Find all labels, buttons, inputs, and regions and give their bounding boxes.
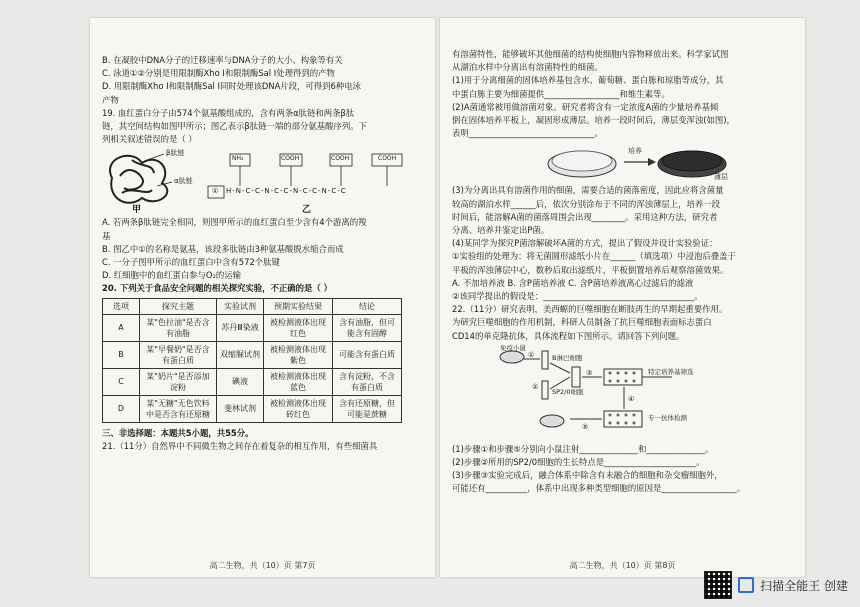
scanner-app-icon [738, 577, 754, 593]
step-five-marker: ⑤ [582, 422, 589, 431]
q21-part-1-continued: 中蛋白胨主要为细菌提供__________________和维生素等。 [452, 88, 670, 99]
question-22-line-2: 为研究巨噬细胞的作用机制，科研人员制备了抗巨噬细胞表面标志蛋白 [452, 317, 712, 328]
antibody-detection-label: 专一抗体检测 [648, 413, 687, 422]
q22-part-3-continued: 可能还有__________，体系中出现多种类型细胞的原因是__________________。 [452, 483, 746, 494]
cooh-box-2: COOH [331, 155, 350, 163]
b-cell-label: B淋巴细胞 [552, 353, 583, 362]
option-d-line: D. 用限制酶Xho Ⅰ和限制酶Sal Ⅰ同时处理该DNA片段，可得到6种电泳 [102, 81, 362, 92]
question-19-line-2: 链，其空间结构如图甲所示；图乙表示β肽链一端的部分氨基酸序列。下 [102, 121, 367, 132]
option-b-line: B. 在凝胶中DNA分子的迁移速率与DNA分子的大小、构象等有关 [102, 55, 343, 65]
q21-text-line: 有溶菌特性，能够破坏其他细菌的结构使细胞内容物释放出来。科学家试图 [452, 49, 729, 59]
option-c-line: C. 泳道①②分别是用限制酶Xho Ⅰ和限制酶Sal Ⅰ处理得到的产物 [102, 68, 335, 79]
table-cell: 含有油脂，但可能含有固醇 [333, 314, 402, 341]
cooh-box-3: COOH [378, 155, 397, 163]
header-option: 选项 [103, 298, 140, 314]
table-cell: 双缩脲试剂 [217, 341, 264, 368]
header-reagent: 实验试剂 [217, 298, 264, 314]
figure-yi-label: 乙 [302, 205, 312, 216]
step-one-marker: ① [528, 350, 535, 359]
q21-part-2: (2)A菌通常被用做溶菌对象。研究者将含有一定浓度A菌的少量培养基倾 [452, 101, 719, 112]
alpha-chain-label: α肽链 [174, 177, 193, 186]
hemoglobin-figure [102, 148, 425, 214]
q22-part-2: (2)步骤②所用的SP2/0细胞的生长特点是______________________。 [452, 457, 705, 468]
figure-jia-label: 甲 [132, 205, 142, 216]
q19-option-b: B. 图乙中①的名称是氨基，该段多肽链由3种氨基酸脱水缩合而成 [102, 243, 344, 254]
peptide-formula: H-N-C-C-N-C-C-N-C-C-N-C-C [226, 187, 347, 196]
nh2-box-label: NH₂ [232, 155, 244, 163]
table-cell: 含有还原糖，但可能是蔗糖 [333, 395, 402, 422]
step-four-marker: ④ [628, 394, 635, 403]
table-cell: 某"色拉油"是否含有油脂 [140, 314, 217, 341]
culture-arrow-label: 培养 [628, 147, 642, 156]
header-topic: 探究主题 [140, 298, 217, 314]
table-cell: 某"无糖"无色饮料中是否含有还原糖 [140, 395, 217, 422]
header-conclusion: 结论 [333, 298, 402, 314]
step-two-marker: ② [532, 382, 539, 391]
food-safety-table [102, 298, 402, 423]
table-cell: 某"奶片"是否添加淀粉 [140, 368, 217, 395]
table-cell: 被检测液体出现蓝色 [264, 368, 333, 395]
q19-option-a-continued: 基 [102, 230, 111, 241]
table-cell: A [103, 314, 140, 341]
q21-part-4-step-1-continued: 平板的浑浊薄层中心，数秒后取出滤纸片，平板倒置培养后观察溶菌效果。 [452, 264, 729, 275]
table-cell: 苏丹Ⅲ染液 [217, 314, 264, 341]
q21-part-1: (1)用于分离细菌的固体培养基包含水、葡萄糖、蛋白胨和琼脂等成分，其 [452, 75, 724, 86]
q22-part-3: (3)步骤③实验完成后，融合体系中除含有未融合的细胞和杂交瘤细胞外， [452, 470, 723, 481]
option-d-continued: 产物 [102, 94, 119, 105]
header-expected-result: 预期实验结果 [264, 298, 333, 314]
watermark-text: 扫描全能王 创建 [760, 578, 848, 593]
table-header-row [103, 298, 402, 314]
right-page [440, 18, 805, 577]
table-cell: 被检测液体出现砖红色 [264, 395, 333, 422]
right-page-footer: 高二生物，共（10）页 第8页 [569, 561, 676, 570]
table-row [103, 368, 402, 395]
table-cell: D [103, 395, 140, 422]
left-column [102, 54, 425, 453]
q21-part-3-line-2: 较高的湖泊水样______后，依次分别涂布于不同的浑浊薄层上，培养一段 [452, 198, 720, 209]
q22-part-1: (1)步骤①和步骤⑤分别向小鼠注射______________和______________。 [452, 443, 714, 454]
immunized-mouse-label: 免疫小鼠 [500, 343, 526, 352]
beta-chain-label: β肽链 [166, 149, 185, 158]
scanner-watermark [704, 571, 848, 599]
q21-part-4-step-1: ①实验组的处理为：将无菌圆形滤纸小片在______（填选项）中浸泡后叠盖于 [452, 251, 736, 262]
table-cell: C [103, 368, 140, 395]
q21-part-3-line-3: 时间后，能溶解A菌的菌落周围会出现________。采用这种方法，研究者 [452, 211, 718, 222]
section-three-heading: 三、非选择题：本题共5小题，共55分。 [102, 427, 254, 438]
q19-option-d: D. 红细胞中的血红蛋白参与O₂的运输 [102, 270, 241, 281]
question-19-line-3: 列相关叙述错误的是（ ） [102, 134, 197, 145]
sp20-cell-label: SP2/0细胞 [552, 387, 584, 396]
table-row [103, 341, 402, 368]
q21-part-4-choices: A. 不加培养液 B. 含P菌培养液 C. 含P菌培养液离心过滤后的滤液 [452, 277, 694, 288]
left-page [90, 18, 435, 577]
antibody-flowchart [452, 343, 795, 443]
table-cell: 被检测液体出现红色 [264, 314, 333, 341]
q21-part-4-hypothesis: ②该同学提出的假设是：____________________________________。 [452, 291, 703, 302]
right-column [452, 48, 795, 496]
q21-part-3: (3)为分离出具有溶菌作用的细菌，需要合适的菌落密度，因此应将含菌量 [452, 185, 724, 196]
question-22: 22.（11分）研究表明，美西螈的巨噬细胞在断肢再生的早期起重要作用。 [452, 304, 728, 315]
petri-dish-diagram [452, 140, 792, 184]
group-one-label: ① [212, 187, 219, 196]
question-20: 20. 下列关于食品安全问题的相关探究实验，不正确的是（ ） [102, 283, 333, 294]
q21-part-2-continued: 倒在固体培养平板上，凝固形成薄层。培养一段时间后，薄层变浑浊(如图)， [452, 115, 735, 126]
table-cell: 可能含有蛋白质 [333, 341, 402, 368]
q19-option-a: A. 若两条β肽链完全相同，则图甲所示的血红蛋白至少含有4个游离的羧 [102, 217, 367, 228]
q21-part-3-line-4: 分离、培养并鉴定出P菌。 [452, 225, 550, 236]
table-cell: 斐林试剂 [217, 395, 264, 422]
qr-code-icon [704, 571, 732, 599]
table-row [103, 395, 402, 422]
q21-text-line: 从湖泊水样中分离出有溶菌特性的细菌。 [452, 62, 603, 73]
table-cell: 碘液 [217, 368, 264, 395]
question-22-line-3: CD14的单克隆抗体，具体流程如下图所示。请回答下列问题。 [452, 330, 685, 341]
table-cell: 某"早餐奶"是否含有蛋白质 [140, 341, 217, 368]
question-19-line-1: 19. 血红蛋白分子由574个氨基酸组成的，含有两条α肽链和两条β肽 [102, 107, 355, 118]
thin-layer-label: 薄层 [714, 173, 728, 182]
flowchart-diagram [452, 343, 792, 443]
table-row [103, 314, 402, 341]
plate-figure [452, 140, 795, 184]
q19-option-c: C. 一分子图甲所示的血红蛋白中含有572个肽键 [102, 257, 280, 268]
cooh-box-1: COOH [281, 155, 300, 163]
q21-part-4: (4)某同学为探究P菌溶解破坏A菌的方式，提出了假设并设计实验验证： [452, 238, 718, 249]
table-cell: B [103, 341, 140, 368]
selection-medium-label: 特定培养基筛选 [648, 367, 694, 376]
step-three-marker: ③ [586, 368, 593, 377]
table-cell: 被检测液体出现紫色 [264, 341, 333, 368]
q21-part-2-blank: 表明______________________________。 [452, 128, 603, 139]
left-page-footer: 高二生物，共（10）页 第7页 [209, 561, 316, 570]
hemoglobin-diagram [102, 148, 422, 214]
table-cell: 含有淀粉，不含有蛋白质 [333, 368, 402, 395]
question-21: 21.（11分）自然界中不同微生物之间存在着复杂的相互作用，有些细菌具 [102, 440, 378, 451]
